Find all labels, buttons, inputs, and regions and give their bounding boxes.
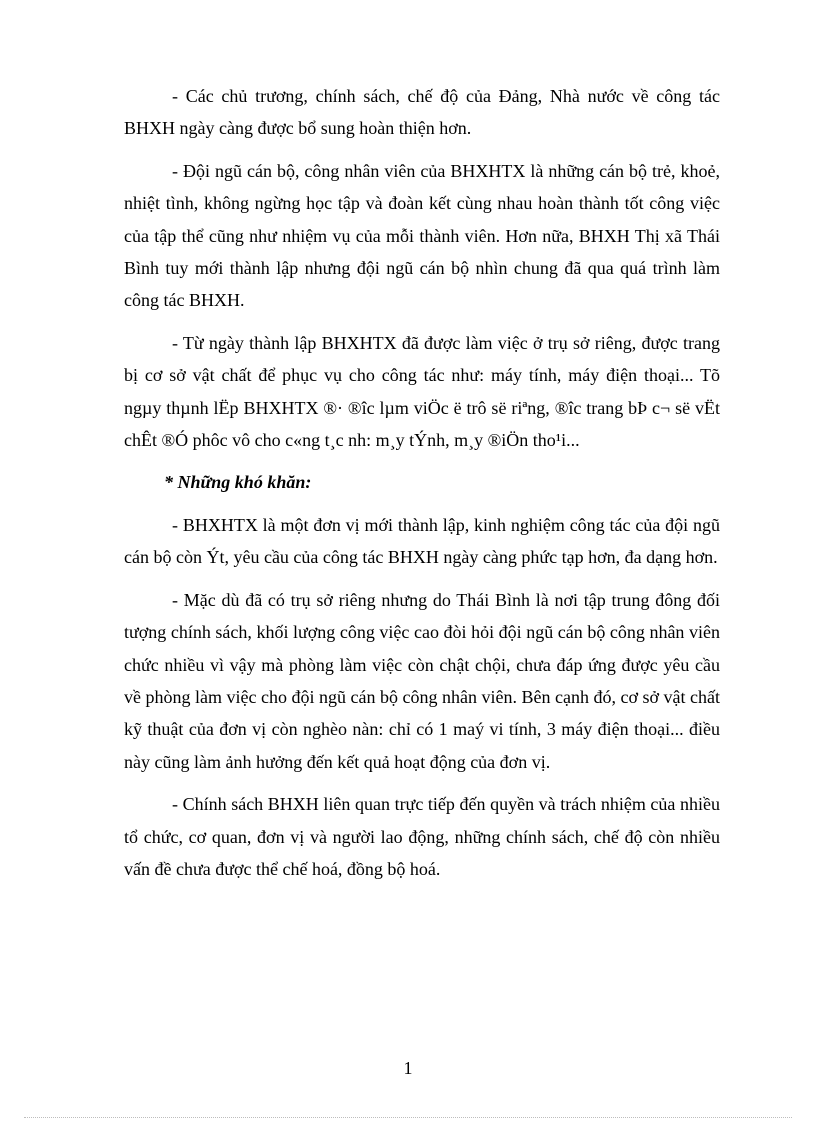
paragraph-1: - Các chủ trương, chính sách, chế độ của Đảng, Nhà nước về công tác BHXH ngày càng được bổ sung hoàn thiện hơn. <box>124 86 720 139</box>
paragraph-6: - Chính sách BHXH liên quan trực tiếp đến quyền và trách nhiệm của nhiều tổ chức, cơ quan, đơn vị và người lao động, những chính sách, chế độ còn nhiều vấn đề chưa được thể chế hoá, đồng bộ hoá. <box>124 794 720 879</box>
page-number: 1 <box>403 1058 413 1078</box>
paragraph-5: - Mặc dù đã có trụ sở riêng nhưng do Thái Bình là nơi tập trung đông đối tượng chính sách, khối lượng công việc cao đòi hỏi đội ngũ cán bộ công nhân viên chức nhiều vì vậy mà phòng làm việc còn chật chội, chưa đáp ứng được yêu cầu về phòng làm việc cho đội ngũ cán bộ công nhân viên. Bên cạnh đó, cơ sở vật chất kỹ thuật của đơn vị còn nghèo nàn: chỉ có 1 maý vi tính, 3 máy điện thoại... điều này cũng làm ảnh hưởng đến kết quả hoạt động của đơn vị. <box>124 589 720 772</box>
paragraph-2: - Đội ngũ cán bộ, công nhân viên của BHXHTX là những cán bộ trẻ, khoẻ, nhiệt tình, không ngừng học tập và đoàn kết cùng nhau hoàn thành tốt công việc của tập thể cũng như nhiệm vụ của mỗi thành viên. Hơn nữa, BHXH Thị xã Thái Bình tuy mới thành lập nhưng đội ngũ cán bộ nhìn chung đã qua quá trình làm công tác BHXH. <box>124 160 720 311</box>
paragraph-3: - Từ ngày thành lập BHXHTX đã được làm việc ở trụ sở riêng, được trang bị cơ sở vật chất để phục vụ cho công tác như: máy tính, máy điện thoại... Tõ ngµy thµnh lËp BHXHTX ®· ®îc lµm viÖc ë trô së riªng, ®îc trang bÞ c¬ së vËt chÊt ®Ó phôc vô cho c«ng t¸c nh: m¸y tÝnh, m¸y ®iÖn tho¹i... <box>124 332 720 451</box>
section-heading: * Những khó khăn: <box>164 472 312 493</box>
paragraph-4: - BHXHTX là một đơn vị mới thành lập, kinh nghiệm công tác của đội ngũ cán bộ còn Ýt, yêu cầu của công tác BHXH ngày càng phức tạp hơn, đa dạng hơn. <box>124 514 720 568</box>
document-body <box>124 80 720 895</box>
page-bottom-divider <box>24 1117 792 1118</box>
